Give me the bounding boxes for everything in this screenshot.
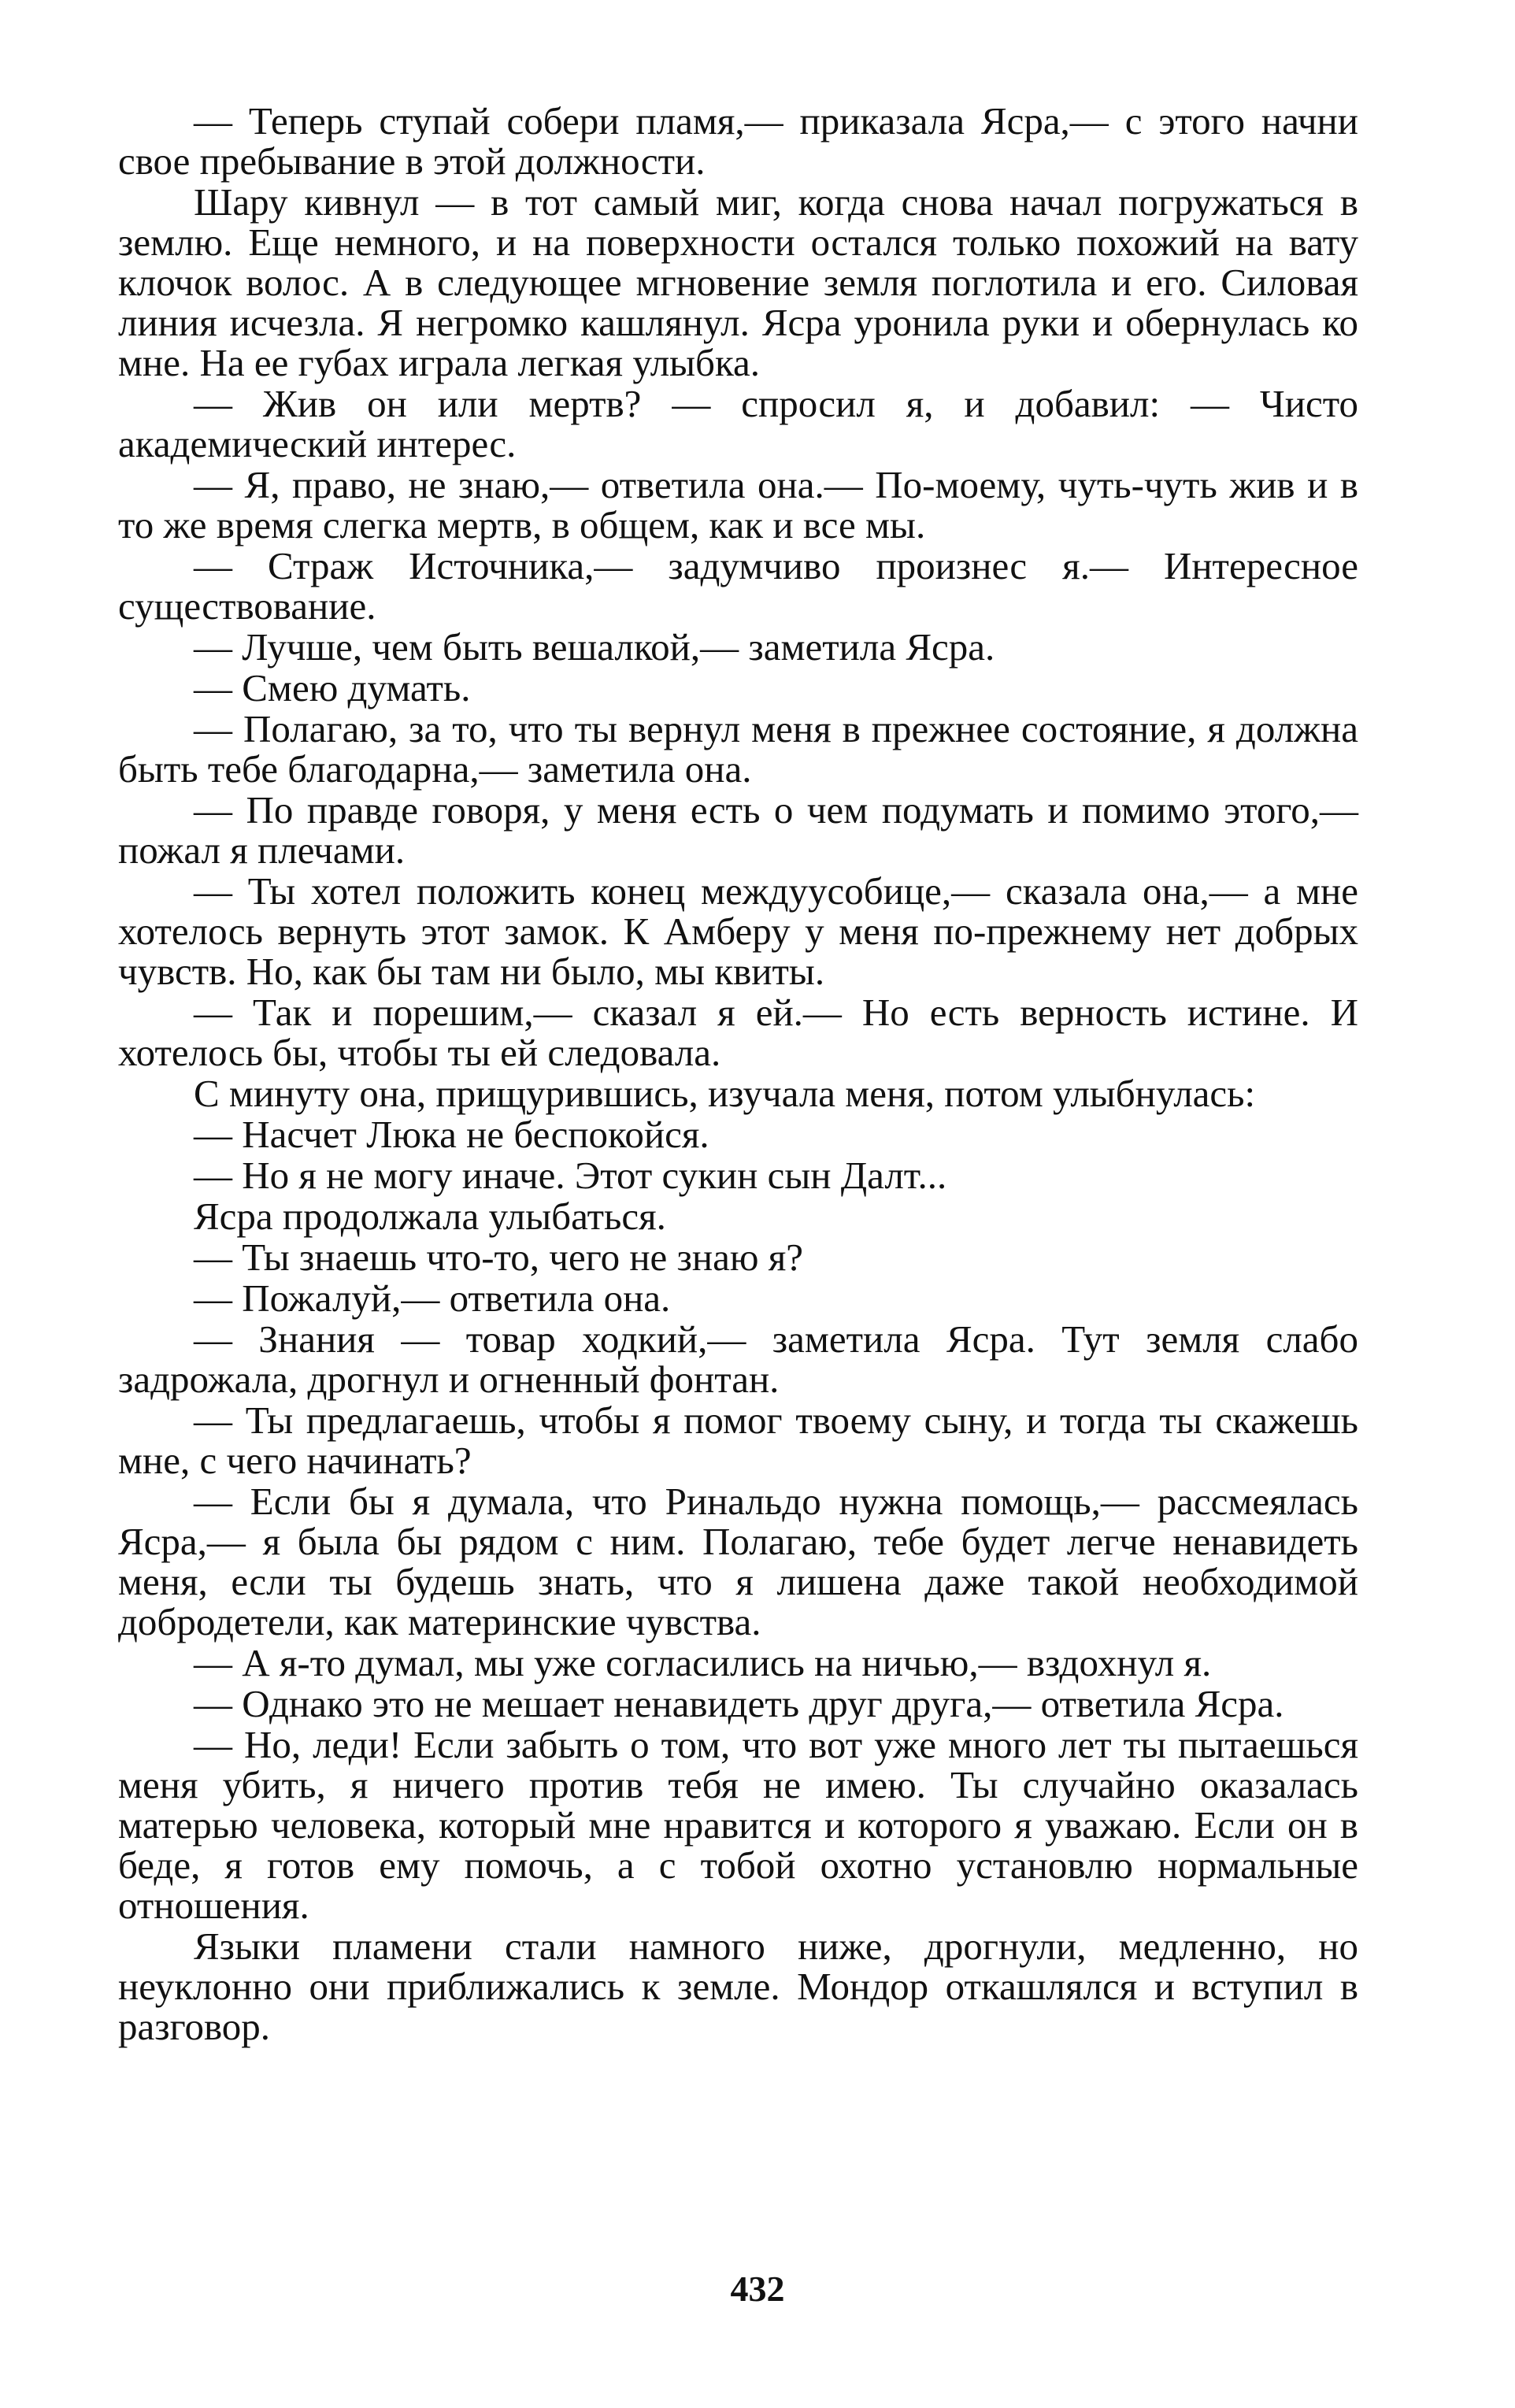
paragraph-5: — Страж Источника,— задумчиво произнес я.— Интересное существование.: [118, 544, 1358, 628]
paragraph-2: Шару кивнул — в тот самый миг, когда снова начал погружаться в землю. Еще немного, и на поверхности остался только похожий на вату клочок волос. А в следующее мгновение земля поглотила и его. Силовая линия исчезла. Я негромко кашлянул. Ясра уронила руки и обернулась ко мне. На ее губах играла легкая улыбка.: [118, 180, 1358, 384]
paragraph-13: — Насчет Люка не беспокойся.: [194, 1113, 709, 1156]
paragraph-24: Языки пламени стали намного ниже, дрогнули, медленно, но неуклонно они приближались к земле. Мондор откашлялся и вступил в разговор.: [118, 1925, 1358, 2048]
paragraph-12: С минуту она, прищурившись, изучала меня, потом улыбнулась:: [194, 1072, 1256, 1115]
page-number: 432: [730, 2269, 785, 2309]
paragraph-6: — Лучше, чем быть вешалкой,— заметила Ясра.: [194, 625, 995, 669]
paragraph-11: — Так и порешим,— сказал я ей.— Но есть верность истине. И хотелось бы, чтобы ты ей следовала.: [118, 991, 1358, 1074]
page-body-text: [118, 101, 1358, 2047]
paragraph-1: — Теперь ступай собери пламя,— приказала Ясра,— с этого начни свое пребывание в этой должности.: [118, 99, 1358, 183]
paragraph-15: Ясра продолжала улыбаться.: [194, 1195, 666, 1238]
paragraph-10: — Ты хотел положить конец междуусобице,— сказала она,— а мне хотелось вернуть этот замок. К Амберу у меня по-прежнему нет добрых чувств. Но, как бы там ни было, мы квиты.: [118, 869, 1358, 993]
paragraph-14: — Но я не могу иначе. Этот сукин сын Далт...: [194, 1154, 947, 1197]
paragraph-21: — А я-то думал, мы уже согласились на ничью,— вздохнул я.: [194, 1641, 1212, 1684]
paragraph-7: — Смею думать.: [194, 666, 471, 709]
paragraph-8: — Полагаю, за то, что ты вернул меня в прежнее состояние, я должна быть тебе благодарна,— заметила она.: [118, 707, 1358, 791]
paragraph-3: — Жив он или мертв? — спросил я, и добавил: — Чисто академический интерес.: [118, 382, 1358, 465]
paragraph-4: — Я, право, не знаю,— ответила она.— По-моему, чуть-чуть жив и в то же время слегка мертв, в общем, как и все мы.: [118, 463, 1358, 546]
paragraph-23: — Но, леди! Если забыть о том, что вот уже много лет ты пытаешься меня убить, я ничего против тебя не имею. Ты случайно оказалась матерью человека, который мне нравится и которого я уважаю. Если он в беде, я готов ему помочь, а с тобой охотно установлю нормальные отношения.: [118, 1723, 1358, 1927]
paragraph-20: — Если бы я думала, что Ринальдо нужна помощь,— рассмеялась Ясра,— я была бы рядом с ним. Полагаю, тебе будет легче ненавидеть меня, если ты будешь знать, что я лишена даже такой необходимой добродетели, как материнские чувства.: [118, 1480, 1358, 1643]
paragraph-19: — Ты предлагаешь, чтобы я помог твоему сыну, и тогда ты скажешь мне, с чего начинать?: [118, 1398, 1358, 1482]
paragraph-17: — Пожалуй,— ответила она.: [194, 1276, 671, 1320]
paragraph-9: — По правде говоря, у меня есть о чем подумать и помимо этого,— пожал я плечами.: [118, 788, 1358, 872]
paragraph-16: — Ты знаешь что-то, чего не знаю я?: [194, 1235, 804, 1279]
paragraph-18: — Знания — товар ходкий,— заметила Ясра. Тут земля слабо задрожала, дрогнул и огненный фонтан.: [118, 1317, 1358, 1401]
paragraph-22: — Однако это не мешает ненавидеть друг друга,— ответила Ясра.: [194, 1682, 1284, 1725]
